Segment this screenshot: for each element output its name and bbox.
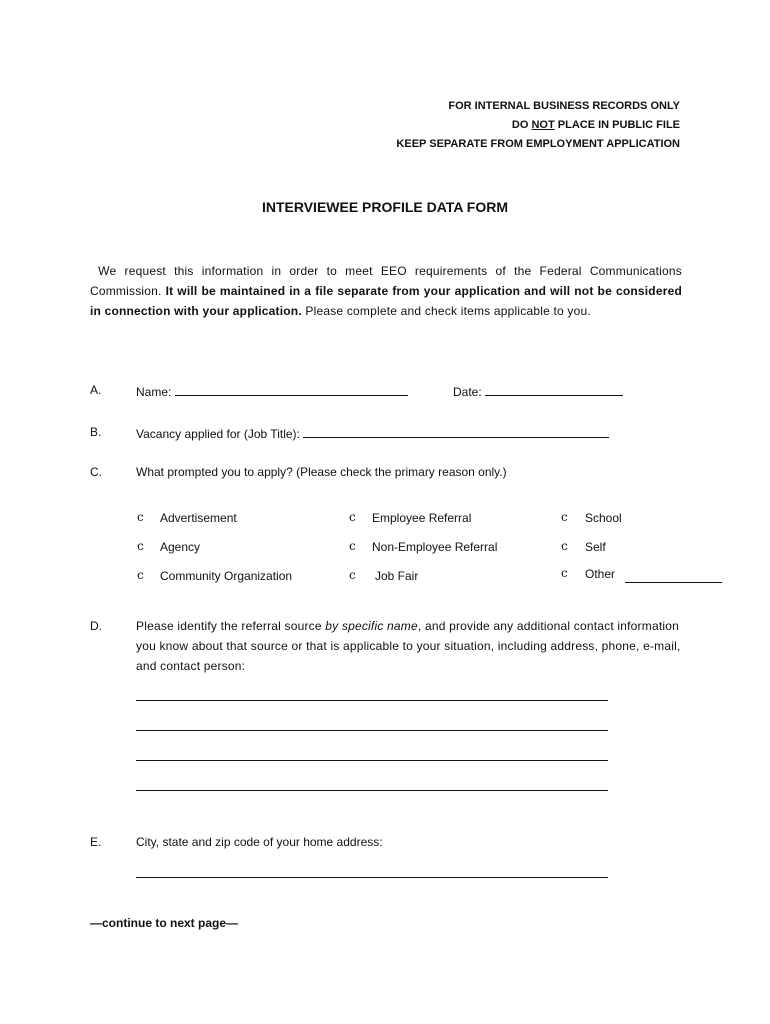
self-label: Self bbox=[585, 540, 606, 554]
question-d-italic: by specific name bbox=[325, 619, 418, 633]
form-title: INTERVIEWEE PROFILE DATA FORM bbox=[261, 199, 509, 215]
header-not-underlined: NOT bbox=[531, 119, 555, 131]
referral-line-2[interactable] bbox=[136, 730, 608, 731]
home-address-line[interactable] bbox=[136, 877, 608, 878]
question-c-letter: C. bbox=[90, 465, 102, 479]
question-a-name bbox=[136, 383, 408, 399]
agency-label: Agency bbox=[160, 540, 201, 554]
advertisement-checkbox[interactable]: c bbox=[137, 510, 144, 524]
school-checkbox[interactable]: c bbox=[561, 510, 568, 524]
question-d-post: , and provide any additional contact information you know about that source or that is applicable to your situation, including address, phone, e-mail, and contact person: bbox=[136, 619, 681, 673]
employee-referral-checkbox[interactable]: c bbox=[349, 510, 356, 524]
school-label: School bbox=[585, 511, 622, 525]
header-internal-records: FOR INTERNAL BUSINESS RECORDS ONLY bbox=[448, 100, 680, 112]
header-public-file-post: PLACE IN PUBLIC FILE bbox=[554, 119, 680, 131]
non-employee-referral-checkbox[interactable]: c bbox=[349, 539, 356, 553]
other-label: Other bbox=[585, 567, 616, 581]
continue-to-next-page: —continue to next page— bbox=[90, 916, 239, 930]
intro-text-2: Please complete and check items applicable to you. bbox=[301, 304, 591, 318]
date-field[interactable] bbox=[485, 383, 623, 396]
header-public-file bbox=[512, 119, 680, 131]
question-b-letter: B. bbox=[90, 425, 102, 439]
name-field[interactable] bbox=[175, 383, 408, 396]
question-e-letter: E. bbox=[90, 835, 102, 849]
date-label: Date: bbox=[453, 385, 482, 399]
vacancy-label: Vacancy applied for (Job Title): bbox=[136, 427, 300, 441]
intro-bold-text: It will be maintained in a file separate from your application and will not be considered in connection with your application. bbox=[90, 284, 682, 318]
question-c-label: What prompted you to apply? (Please check the primary reason only.) bbox=[136, 465, 507, 479]
self-checkbox[interactable]: c bbox=[561, 539, 568, 553]
question-b bbox=[136, 425, 609, 441]
header-public-file-pre: DO bbox=[511, 119, 532, 131]
question-e-label: City, state and zip code of your home address: bbox=[136, 835, 383, 849]
employee-referral-label: Employee Referral bbox=[372, 511, 472, 525]
question-a-letter: A. bbox=[90, 383, 102, 397]
referral-line-3[interactable] bbox=[136, 760, 608, 761]
intro-paragraph bbox=[90, 261, 682, 321]
community-organization-label: Community Organization bbox=[160, 569, 293, 583]
job-fair-checkbox[interactable]: c bbox=[349, 568, 356, 582]
referral-line-4[interactable] bbox=[136, 790, 608, 791]
name-label: Name: bbox=[136, 385, 172, 399]
agency-checkbox[interactable]: c bbox=[137, 539, 144, 553]
question-d-pre: Please identify the referral source bbox=[136, 619, 326, 633]
job-title-field[interactable] bbox=[303, 425, 609, 438]
job-fair-label: Job Fair bbox=[375, 569, 419, 583]
referral-line-1[interactable] bbox=[136, 700, 608, 701]
non-employee-referral-label: Non-Employee Referral bbox=[372, 540, 498, 554]
question-a-date bbox=[453, 383, 623, 399]
advertisement-label: Advertisement bbox=[160, 511, 237, 525]
other-field[interactable] bbox=[625, 582, 722, 583]
question-d-letter: D. bbox=[90, 619, 102, 633]
header-keep-separate: KEEP SEPARATE FROM EMPLOYMENT APPLICATION bbox=[396, 138, 680, 150]
community-organization-checkbox[interactable]: c bbox=[137, 568, 144, 582]
question-d-text bbox=[136, 616, 681, 676]
intro-text-1: We request this information in order to meet EEO requirements of the Federal Communications Commission. bbox=[90, 264, 682, 298]
other-checkbox[interactable]: c bbox=[561, 566, 568, 580]
